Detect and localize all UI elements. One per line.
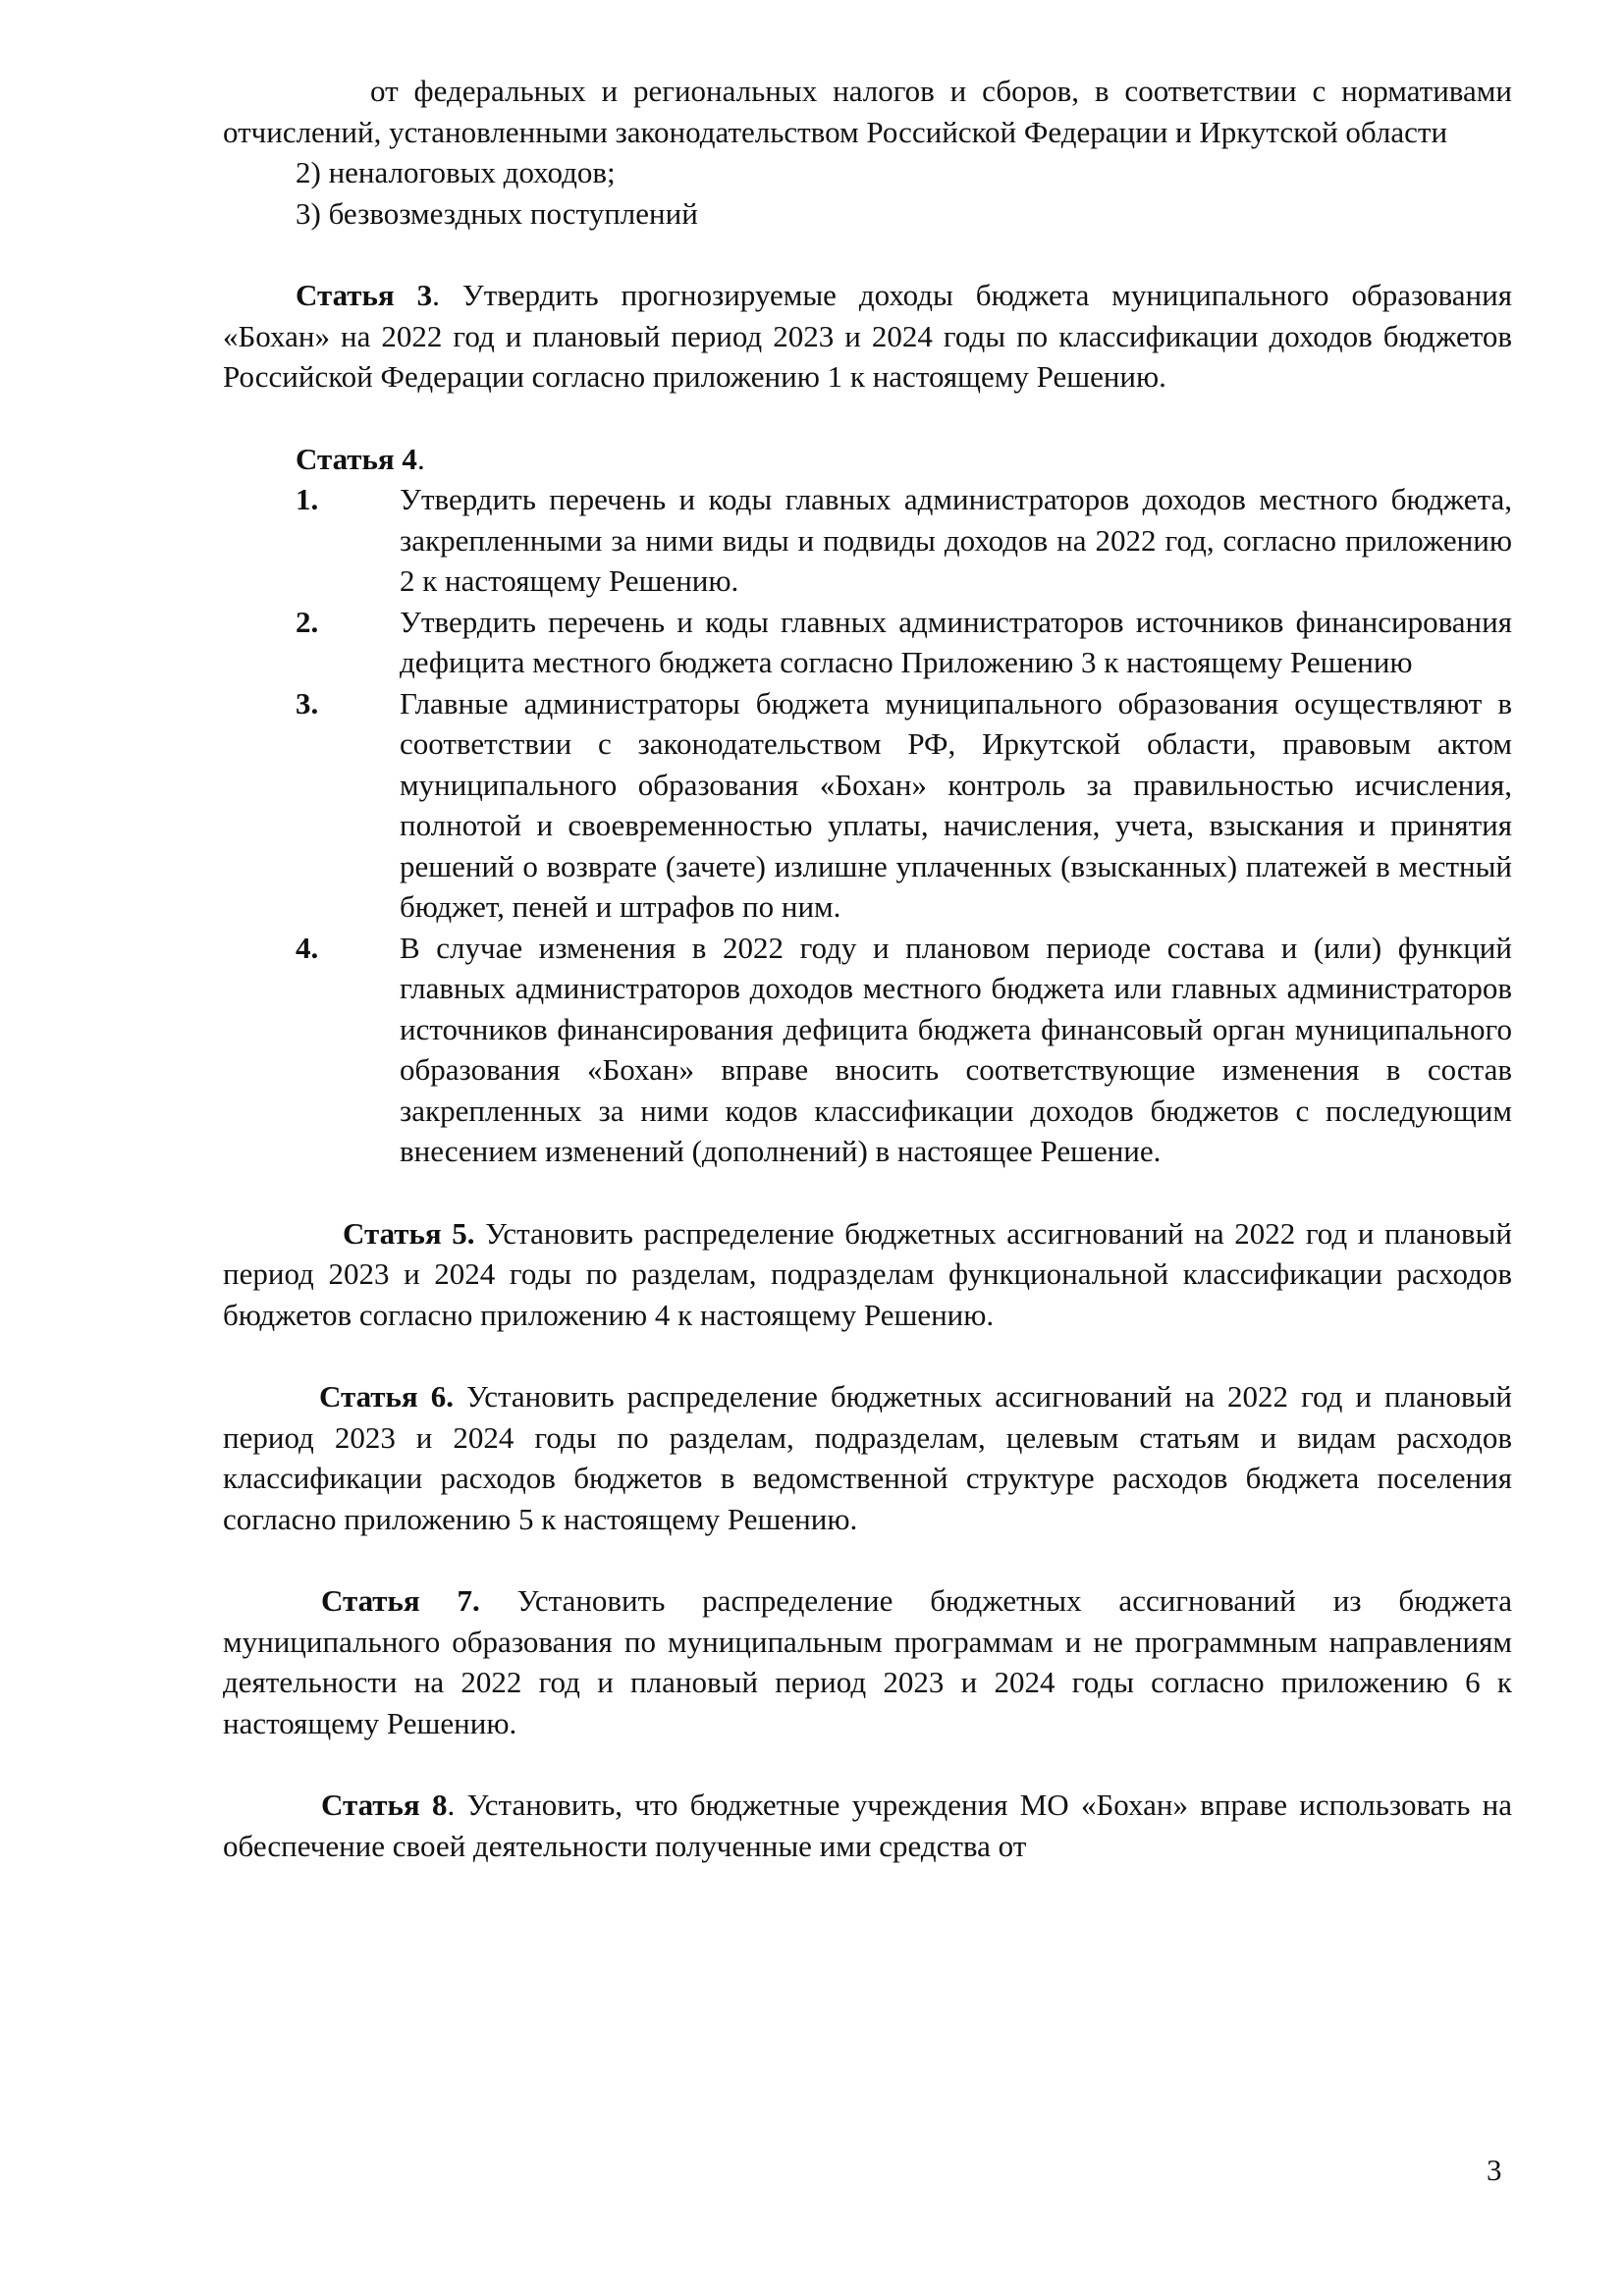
article-8-label: Статья 8 [321,1788,448,1822]
article-7-label: Статья 7. [321,1583,480,1618]
article-4-item [223,479,1512,602]
article-4-item-text: Утвердить перечень и коды главных администраторов источников финансирования дефицита местного бюджета согласно Приложению 3 к настоящему Решению [400,604,1512,679]
spacer [223,1172,1512,1213]
article-4-heading [223,439,1512,480]
spacer [223,1539,1512,1580]
spacer [223,1335,1512,1376]
article-4-item-text: В случае изменения в 2022 году и плановом периоде состава и (или) функций главных администраторов доходов местного бюджета или главных администраторов источников финансирования дефицита бюджета финансовый орган муниципального образования «Бохан» вправе вносить соответствующие изменения в состав закрепленных за ними кодов классификации доходов бюджетов с последующим внесением изменений (дополнений) в настоящее Решение. [400,930,1512,1168]
article-4-item-number: 4. [296,930,319,965]
article-4-suffix: . [416,441,425,476]
article-4-item [223,602,1512,683]
article-5-text: Установить распределение бюджетных ассигнований на 2022 год и плановый период 2023 и 2024 годы по разделам, подразделам функциональной классификации расходов бюджетов согласно приложению 4 к настоящему Решению. [223,1215,1512,1332]
article-4-item-number: 2. [296,604,319,639]
article-4-item-number: 3. [296,685,319,721]
spacer [223,234,1512,275]
article-6 [223,1376,1512,1539]
article-4-item [223,683,1512,928]
article-6-label: Статья 6. [319,1379,454,1414]
article-3-text: . Утвердить прогнозируемые доходы бюджета муниципального образования «Бохан» на 2022 год и плановый период 2023 и 2024 годы по классификации доходов бюджетов Российской Федерации согласно приложению 1 к настоящему Решению. [223,278,1512,394]
article-4-item-text: Утвердить перечень и коды главных администраторов доходов местного бюджета, закрепленными за ними виды и подвиды доходов на 2022 год, согласно приложению 2 к настоящему Решению. [400,482,1512,598]
intro-item-3: 3) безвозмездных поступлений [296,195,698,231]
article-7-text: Установить распределение бюджетных ассигнований из бюджета муниципального образования по муниципальным программам и не программным направлениям деятельности на 2022 год и плановый период 2023 и 2024 годы согласно приложению 6 к настоящему Решению. [223,1583,1512,1740]
intro-item-2: 2) неналоговых доходов; [296,155,616,189]
article-5-label: Статья 5. [343,1215,475,1251]
page-number: 3 [1487,2153,1502,2187]
article-7 [223,1580,1512,1743]
article-3 [223,275,1512,398]
article-4-label: Статья 4 [296,441,417,476]
spacer [223,398,1512,439]
article-6-text: Установить распределение бюджетных ассигнований на 2022 год и плановый период 2023 и 2024 годы по разделам, подразделам, целевым статьям и видам расходов классификации расходов бюджетов в ведомственной структуре расходов бюджета поселения согласно приложению 5 к настоящему Решению. [223,1379,1512,1536]
article-4-item-number: 1. [296,482,319,516]
article-8 [223,1785,1512,1866]
article-4-item [223,928,1512,1172]
document-page [223,71,1512,1866]
article-8-text: . Установить, что бюджетные учреждения МО «Бохан» вправе использовать на обеспечение своей деятельности полученные ими средства от [223,1788,1512,1863]
article-5 [223,1213,1512,1336]
article-4-item-text: Главные администраторы бюджета муниципального образования осуществляют в соответствии с законодательством РФ, Иркутской области, правовым актом муниципального образования «Бохан» контроль за правильностью исчисления, полнотой и своевременностью уплаты, начисления, учета, взыскания и принятия решений о возврате (зачете) излишне уплаченных (взысканных) платежей в местный бюджет, пеней и штрафов по ним. [400,685,1512,924]
intro-paragraph: от федеральных и региональных налогов и сборов, в соответствии с нормативами отчислений, установленными законодательством Российской Федерации и Иркутской области [223,74,1512,149]
article-3-label: Статья 3 [296,278,433,312]
spacer [223,1743,1512,1785]
